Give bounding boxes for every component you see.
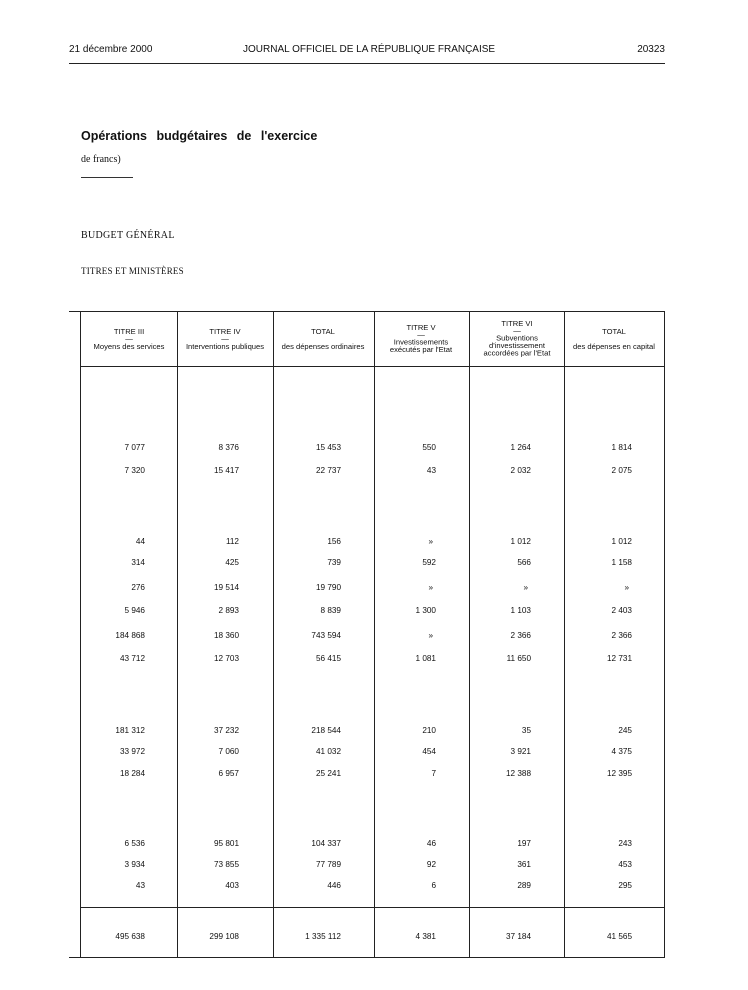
column-description: des dépenses en capital — [573, 342, 655, 351]
table-cell: 1 012 — [510, 537, 531, 546]
column-description: exécutés par l'Etat — [389, 345, 453, 354]
table-cell: 1 300 — [415, 606, 436, 615]
table-cell: 1 012 — [611, 537, 632, 546]
table-cell: 112 — [225, 537, 239, 546]
table-cell: 35 — [521, 726, 531, 735]
table-cell: 2 893 — [218, 606, 239, 615]
table-cell: 44 — [135, 537, 145, 546]
column-description: d'investissement — [489, 341, 545, 350]
table-cell: 19 790 — [315, 583, 341, 592]
table-cell: 1 814 — [611, 443, 632, 452]
table-cell: 289 — [517, 881, 531, 890]
column-description: Subventions — [496, 333, 538, 343]
column-title: TITRE VI — [501, 319, 533, 328]
table-cell: 15 453 — [315, 443, 341, 452]
table-cell: 2 366 — [611, 631, 632, 640]
table-cell: 446 — [327, 881, 341, 890]
table-cell: 22 737 — [315, 466, 341, 475]
header-journal-title: JOURNAL OFFICIEL DE LA RÉPUBLIQUE FRANÇAISE — [243, 44, 496, 55]
table-cell: 403 — [225, 881, 239, 890]
table-cell: 2 366 — [510, 631, 531, 640]
table-cell: 12 388 — [505, 769, 531, 778]
table-cell: 314 — [131, 558, 145, 567]
total-cell: 495 638 — [115, 932, 145, 941]
total-cell: 1 335 112 — [305, 932, 341, 941]
header-page-number: 20323 — [637, 44, 665, 55]
table-cell: 43 — [135, 881, 145, 890]
totals-row — [115, 932, 632, 941]
table-cell: 2 032 — [510, 466, 531, 475]
table-cell: 11 650 — [506, 654, 531, 663]
table-cell: 7 077 — [124, 443, 145, 452]
table-cell: 19 514 — [213, 583, 239, 592]
table-cell: 46 — [426, 839, 436, 848]
table-cell: 77 789 — [315, 860, 341, 869]
table-cell: 1 264 — [510, 443, 531, 452]
table-cell: 33 972 — [119, 747, 145, 756]
total-cell: 37 184 — [505, 932, 531, 941]
table-cell: 197 — [517, 839, 531, 848]
table-cell: 73 855 — [213, 860, 239, 869]
table-cell: 243 — [618, 839, 632, 848]
table-cell: 15 417 — [213, 466, 239, 475]
table-cell: 12 395 — [606, 769, 632, 778]
table-cell: 37 232 — [213, 726, 239, 735]
table-cell: 453 — [618, 860, 632, 869]
table-cell: 245 — [618, 726, 632, 735]
table-cell: 276 — [131, 583, 145, 592]
table-cell: 7 320 — [124, 466, 145, 475]
table-cell: 739 — [327, 558, 341, 567]
table-cell: 181 312 — [115, 726, 145, 735]
table-cell: 361 — [517, 860, 531, 869]
table-cell: 56 415 — [315, 654, 341, 663]
table-body — [115, 443, 632, 890]
table-cell: 41 032 — [315, 747, 341, 756]
table-cell: 2 403 — [611, 606, 632, 615]
total-cell: 41 565 — [606, 932, 632, 941]
table-cell: » — [523, 583, 528, 592]
column-dash: — — [125, 334, 133, 344]
table-cell: 218 544 — [311, 726, 341, 735]
table-cell: 3 921 — [510, 747, 531, 756]
table-cell: 454 — [422, 747, 436, 756]
table-cell: 295 — [618, 881, 632, 890]
table-cell: 210 — [422, 726, 436, 735]
table-cell: 43 712 — [119, 654, 145, 663]
table-cell: 4 375 — [611, 747, 632, 756]
table-cell: 8 376 — [218, 443, 239, 452]
table-cell: 6 536 — [124, 839, 145, 848]
header-date: 21 décembre 2000 — [69, 44, 153, 55]
table-cell: 12 731 — [606, 654, 632, 663]
table-cell: » — [428, 537, 433, 546]
table-cell: 1 158 — [611, 558, 632, 567]
table-cell: 18 284 — [119, 769, 145, 778]
subsection-label: TITRES ET MINISTÈRES — [81, 266, 184, 276]
table-cell: 6 957 — [218, 769, 239, 778]
column-title: TOTAL — [311, 327, 335, 336]
column-dash: — — [513, 326, 521, 335]
column-description: Investissements — [393, 337, 449, 347]
table-cell: 8 839 — [320, 606, 341, 615]
column-dash: — — [417, 330, 425, 339]
table-cell: 25 241 — [315, 769, 341, 778]
column-title: TITRE V — [406, 323, 436, 332]
column-title: TOTAL — [602, 327, 626, 336]
table-cell: » — [624, 583, 629, 592]
table-cell: 5 946 — [124, 606, 145, 615]
table-grid — [69, 311, 665, 958]
column-description: des dépenses ordinaires — [281, 342, 365, 351]
total-cell: 4 381 — [415, 932, 436, 941]
table-cell: 743 594 — [311, 631, 341, 640]
column-description: Moyens des services — [93, 342, 165, 351]
table-cell: 184 868 — [115, 631, 145, 640]
table-cell: » — [428, 631, 433, 640]
table-cell: 156 — [327, 537, 341, 546]
table-cell: 18 360 — [213, 631, 239, 640]
table-cell: 95 801 — [213, 839, 239, 848]
column-dash: — — [221, 334, 229, 344]
table-cell: 3 934 — [124, 860, 145, 869]
table-cell: 1 081 — [415, 654, 436, 663]
page-title: Opérations budgétaires de l'exercice — [81, 129, 318, 143]
table-cell: 1 103 — [510, 606, 531, 615]
table-cell: 425 — [225, 558, 239, 567]
table-cell: 12 703 — [213, 654, 239, 663]
column-title: TITRE IV — [209, 327, 241, 336]
table-cell: 592 — [422, 558, 436, 567]
column-description: Interventions publiques — [185, 342, 265, 351]
table-cell: 550 — [422, 443, 436, 452]
page-subtitle: de francs) — [81, 154, 121, 165]
table-cell: 566 — [517, 558, 531, 567]
table-cell: 7 — [431, 769, 436, 778]
table-cell: 6 — [431, 881, 436, 890]
section-label: BUDGET GÉNÉRAL — [81, 230, 175, 241]
total-cell: 299 108 — [209, 932, 239, 941]
table-cell: 104 337 — [311, 839, 341, 848]
table-cell: 7 060 — [218, 747, 239, 756]
column-title: TITRE III — [113, 327, 145, 336]
table-cell: » — [428, 583, 433, 592]
table-cell: 43 — [426, 466, 436, 475]
column-description: accordées par l'Etat — [483, 348, 551, 358]
table-cell: 2 075 — [611, 466, 632, 475]
table-cell: 92 — [426, 860, 436, 869]
